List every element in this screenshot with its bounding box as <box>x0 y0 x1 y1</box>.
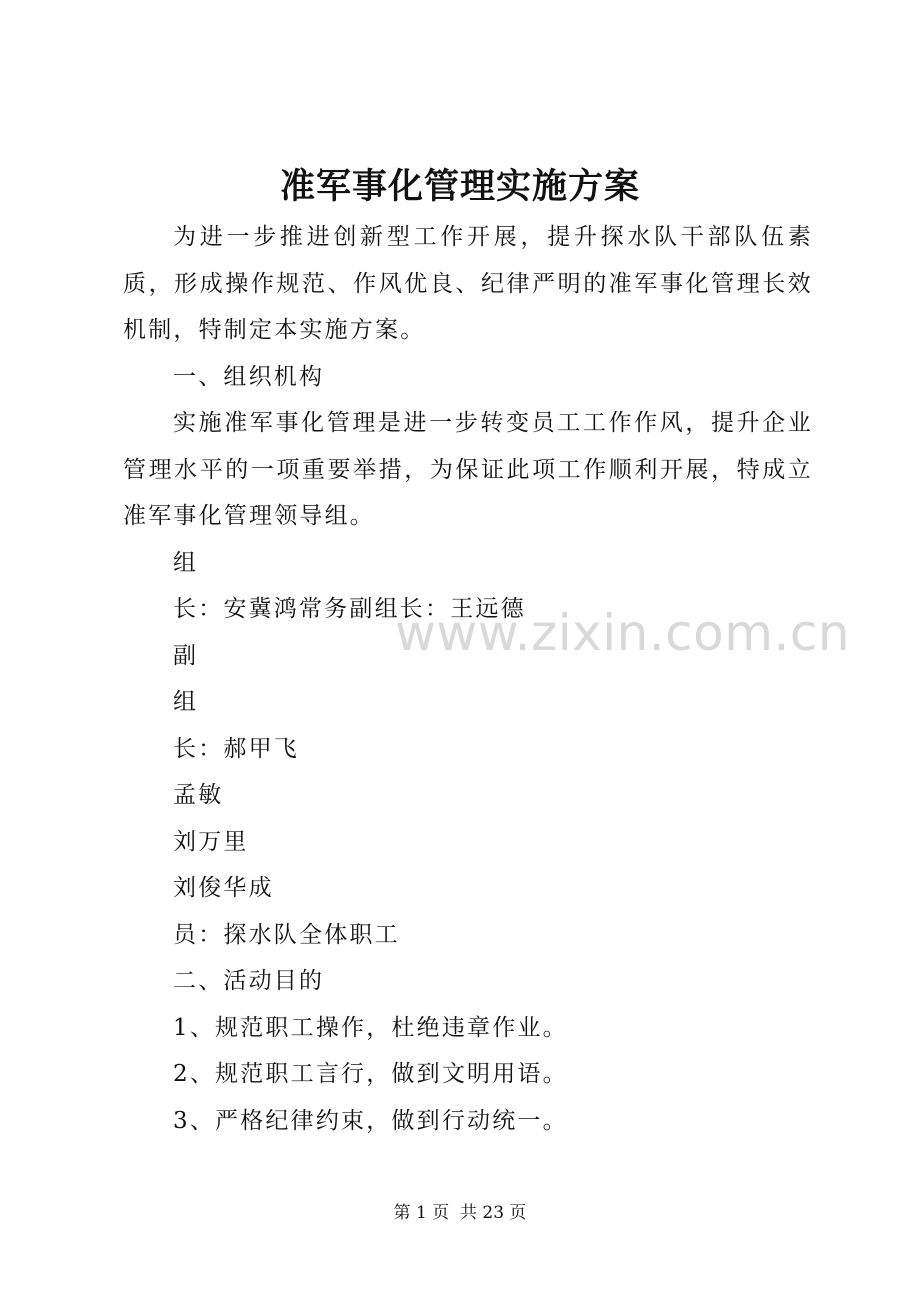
watermark: www.zixin.com.cn <box>395 604 851 662</box>
section-heading: 一、组织机构 <box>173 363 325 390</box>
goal-item: 3、严格纪律约束，做到行动统一。 <box>173 1107 568 1134</box>
section-heading: 二、活动目的 <box>173 968 325 994</box>
document-title: 准军事化管理实施方案 <box>279 166 640 207</box>
page-total: 共 23 页 <box>459 1203 527 1223</box>
goal-item: 2、规范职工言行，做到文明用语。 <box>173 1061 568 1087</box>
roster-line: 刘俊华成 <box>173 875 274 901</box>
intro-paragraph: 为进一步推进创新型工作开展，提升探水队干部队伍素质，形成操作规范、作风优良、纪律严明的准军事化管理长效机制，特制定本实施方案。 <box>123 224 813 343</box>
roster-line: 副 <box>173 642 199 669</box>
page-number: 第 1 页 <box>393 1203 450 1223</box>
document-body <box>123 214 813 1144</box>
roster-line: 孟敏 <box>173 782 224 808</box>
roster-line: 员：探水队全体职工 <box>173 921 400 948</box>
section-paragraph: 实施准军事化管理是进一步转变员工工作作风，提升企业管理水平的一项重要举措，为保证此项工作顺利开展，特成立准军事化管理领导组。 <box>123 410 813 529</box>
roster-line: 组 <box>173 549 199 576</box>
page-footer <box>0 1199 920 1227</box>
roster-line: 组 <box>173 689 199 715</box>
roster-line: 刘万里 <box>173 828 249 855</box>
roster-line: 长：郝甲飞 <box>173 735 299 762</box>
goal-item: 1、规范职工操作，杜绝违章作业。 <box>173 1014 568 1041</box>
roster-line: 长：安冀鸿常务副组长：王远德 <box>173 596 526 622</box>
